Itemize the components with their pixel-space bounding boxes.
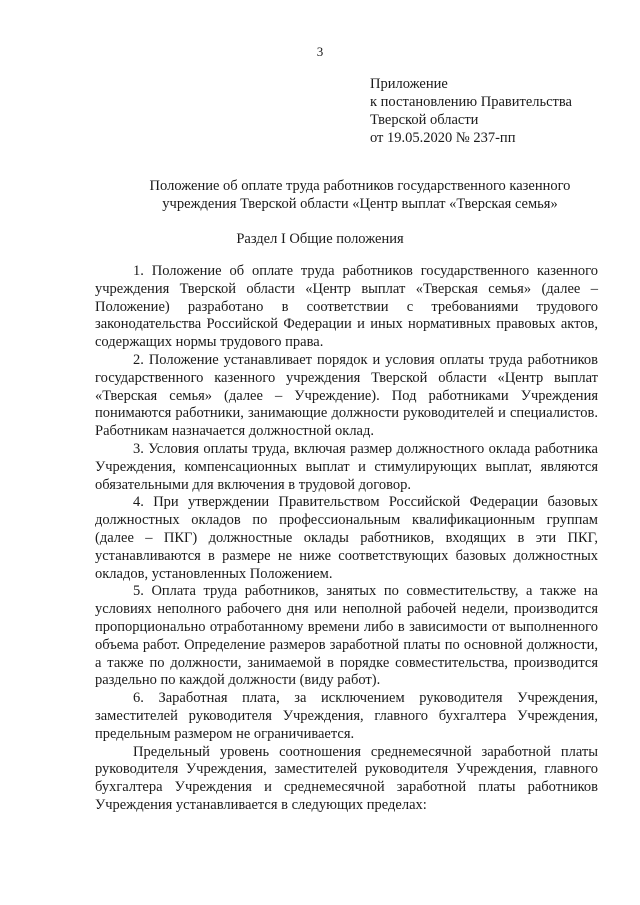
paragraph-3: 3. Условия оплаты труда, включая размер должностного оклада работника Учреждения, компенсационных выплат и стимулирующих выплат, являются обязательными для включения в трудовой договор. [95,440,598,493]
title-line: Положение об оплате труда работников государственного казенного [149,178,571,194]
appendix-line: к постановлению Правительства [370,94,572,110]
paragraph-6: 6. Заработная плата, за исключением руководителя Учреждения, заместителей руководителя Учреждения, главного бухгалтера Учреждения, предельным размером не ограничивается. [95,690,598,742]
section-heading: Раздел I Общие положения [236,231,404,247]
paragraph-7: Предельный уровень соотношения среднемесячной заработной платы руководителя Учреждения, заместителей руководителя Учреждения, главного бухгалтера Учреждения и среднемесячной заработной платы работников Учреждения устанавливается в следующих пределах: [95,743,598,813]
appendix-block [370,75,572,147]
appendix-line: Тверской области [370,112,479,128]
page-number: 3 [316,44,324,59]
document-body [95,263,598,815]
appendix-line: Приложение [370,76,448,92]
paragraph-4: 4. При утверждении Правительством Российской Федерации базовых должностных окладов по профессиональным квалификационным группам (далее – ПКГ) должностные оклады работников, входящих в эти ПКГ, устанавливаются в размере не ниже соответствующих базовых должностных окладов, установленных Положением. [95,494,598,582]
paragraph-1: 1. Положение об оплате труда работников государственного казенного учреждения Тверской области «Центр выплат «Тверская семья» (далее – Положение) разработано в соответствии с требованиями трудового законодательства Российской Федерации и иных нормативных правовых актов, содержащих нормы трудового права. [95,263,598,351]
title-line: учреждения Тверской области «Центр выплат «Тверская семья» [162,196,558,212]
document-title [80,177,640,213]
appendix-line: от 19.05.2020 № 237-пп [370,130,516,146]
paragraph-2: 2. Положение устанавливает порядок и условия оплаты труда работников государственного казенного учреждения Тверской области «Центр выплат «Тверская семья» (далее – Учреждение). Под работниками Учреждения понимаются работники, занимающие должности руководителей и специалистов. Работникам назначается должностной оклад. [95,351,598,440]
paragraph-5: 5. Оплата труда работников, занятых по совместительству, а также на условиях неполного рабочего дня или неполной рабочей недели, производится пропорционально отработанному времени либо в зависимости от выполненного объема работ. Определение размеров заработной платы по основной должности, а также по должности, занимаемой в порядке совместительства, производится раздельно по каждой должности (виду работ). [95,583,598,689]
